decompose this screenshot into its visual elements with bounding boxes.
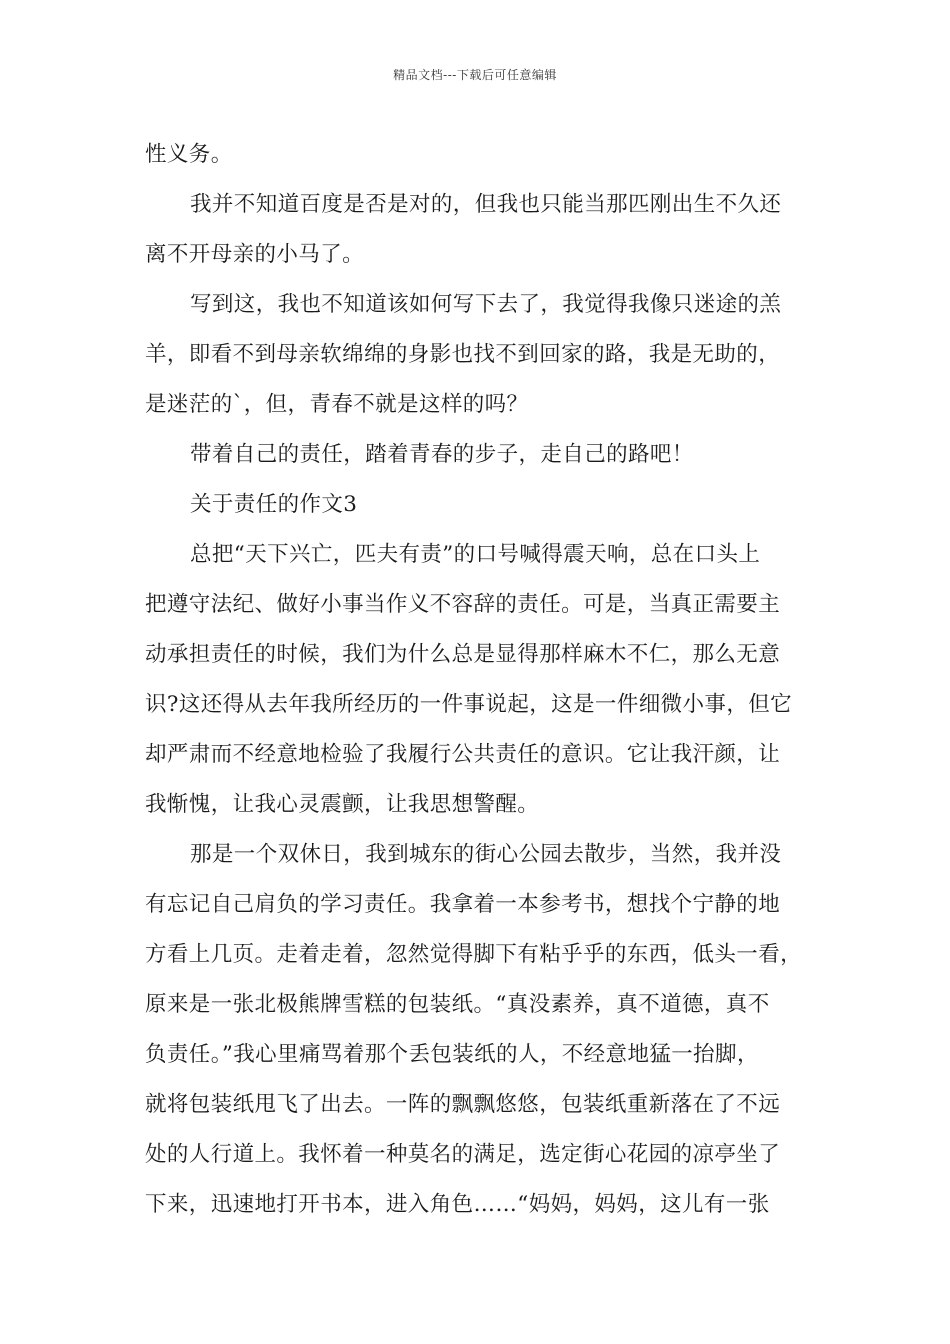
paragraph	[145, 280, 825, 430]
section-heading	[145, 480, 825, 530]
text-line: 那是一个双休日，我到城东的街心公园去散步，当然，我并没	[190, 842, 782, 867]
text-line: 羊，即看不到母亲软绵绵的身影也找不到回家的路，我是无助的，	[145, 342, 781, 367]
text-line: 处的人行道上。我怀着一种莫名的满足，选定街心花园的凉亭坐了	[145, 1142, 781, 1167]
text-line: 动承担责任的时候，我们为什么总是显得那样麻木不仁，那么无意	[145, 642, 781, 667]
text-line: 识?这还得从去年我所经历的一件事说起，这是一件细微小事，但它	[145, 692, 793, 717]
paragraph	[145, 830, 825, 1230]
paragraph	[145, 530, 825, 830]
text-line: 就将包装纸甩飞了出去。一阵的飘飘悠悠，包装纸重新落在了不远	[145, 1092, 781, 1117]
page-header: 精品文档---下载后可任意编辑	[393, 68, 557, 82]
text-line: 写到这，我也不知道该如何写下去了，我觉得我像只迷途的羔	[190, 292, 782, 317]
document-body	[145, 130, 825, 1230]
text-line: 下来，迅速地打开书本，进入角色……“妈妈，妈妈，这儿有一张	[145, 1192, 770, 1217]
text-line: 离不开母亲的小马了。	[145, 242, 365, 267]
text-line: 原来是一张北极熊牌雪糕的包装纸。“真没素养，真不道德，真不	[145, 992, 770, 1017]
text-line: 我并不知道百度是否是对的，但我也只能当那匹刚出生不久还	[190, 192, 782, 217]
text-line: 总把“天下兴亡，匹夫有责”的口号喊得震天响，总在口头上	[190, 542, 761, 567]
paragraph	[145, 430, 825, 480]
paragraph	[145, 180, 825, 280]
text-line: 把遵守法纪、做好小事当作义不容辞的责任。可是，当真正需要主	[145, 592, 781, 617]
text-line: 我惭愧，让我心灵震颤，让我思想警醒。	[145, 792, 540, 817]
text-line: 关于责任的作文3	[190, 492, 358, 517]
text-line: 是迷茫的`，但，青春不就是这样的吗？	[145, 392, 529, 417]
text-line: 却严肃而不经意地检验了我履行公共责任的意识。它让我汗颜，让	[145, 742, 781, 767]
text-line: 有忘记自己肩负的学习责任。我拿着一本参考书，想找个宁静的地	[145, 892, 781, 917]
paragraph	[145, 130, 825, 180]
text-line: 方看上几页。走着走着，忽然觉得脚下有粘乎乎的东西，低头一看，	[145, 942, 803, 967]
text-line: 性义务。	[145, 142, 233, 167]
text-line: 负责任。”我心里痛骂着那个丢包装纸的人，不经意地猛一抬脚，	[145, 1042, 759, 1067]
text-line: 带着自己的责任，踏着青春的步子，走自己的路吧！	[190, 442, 694, 467]
